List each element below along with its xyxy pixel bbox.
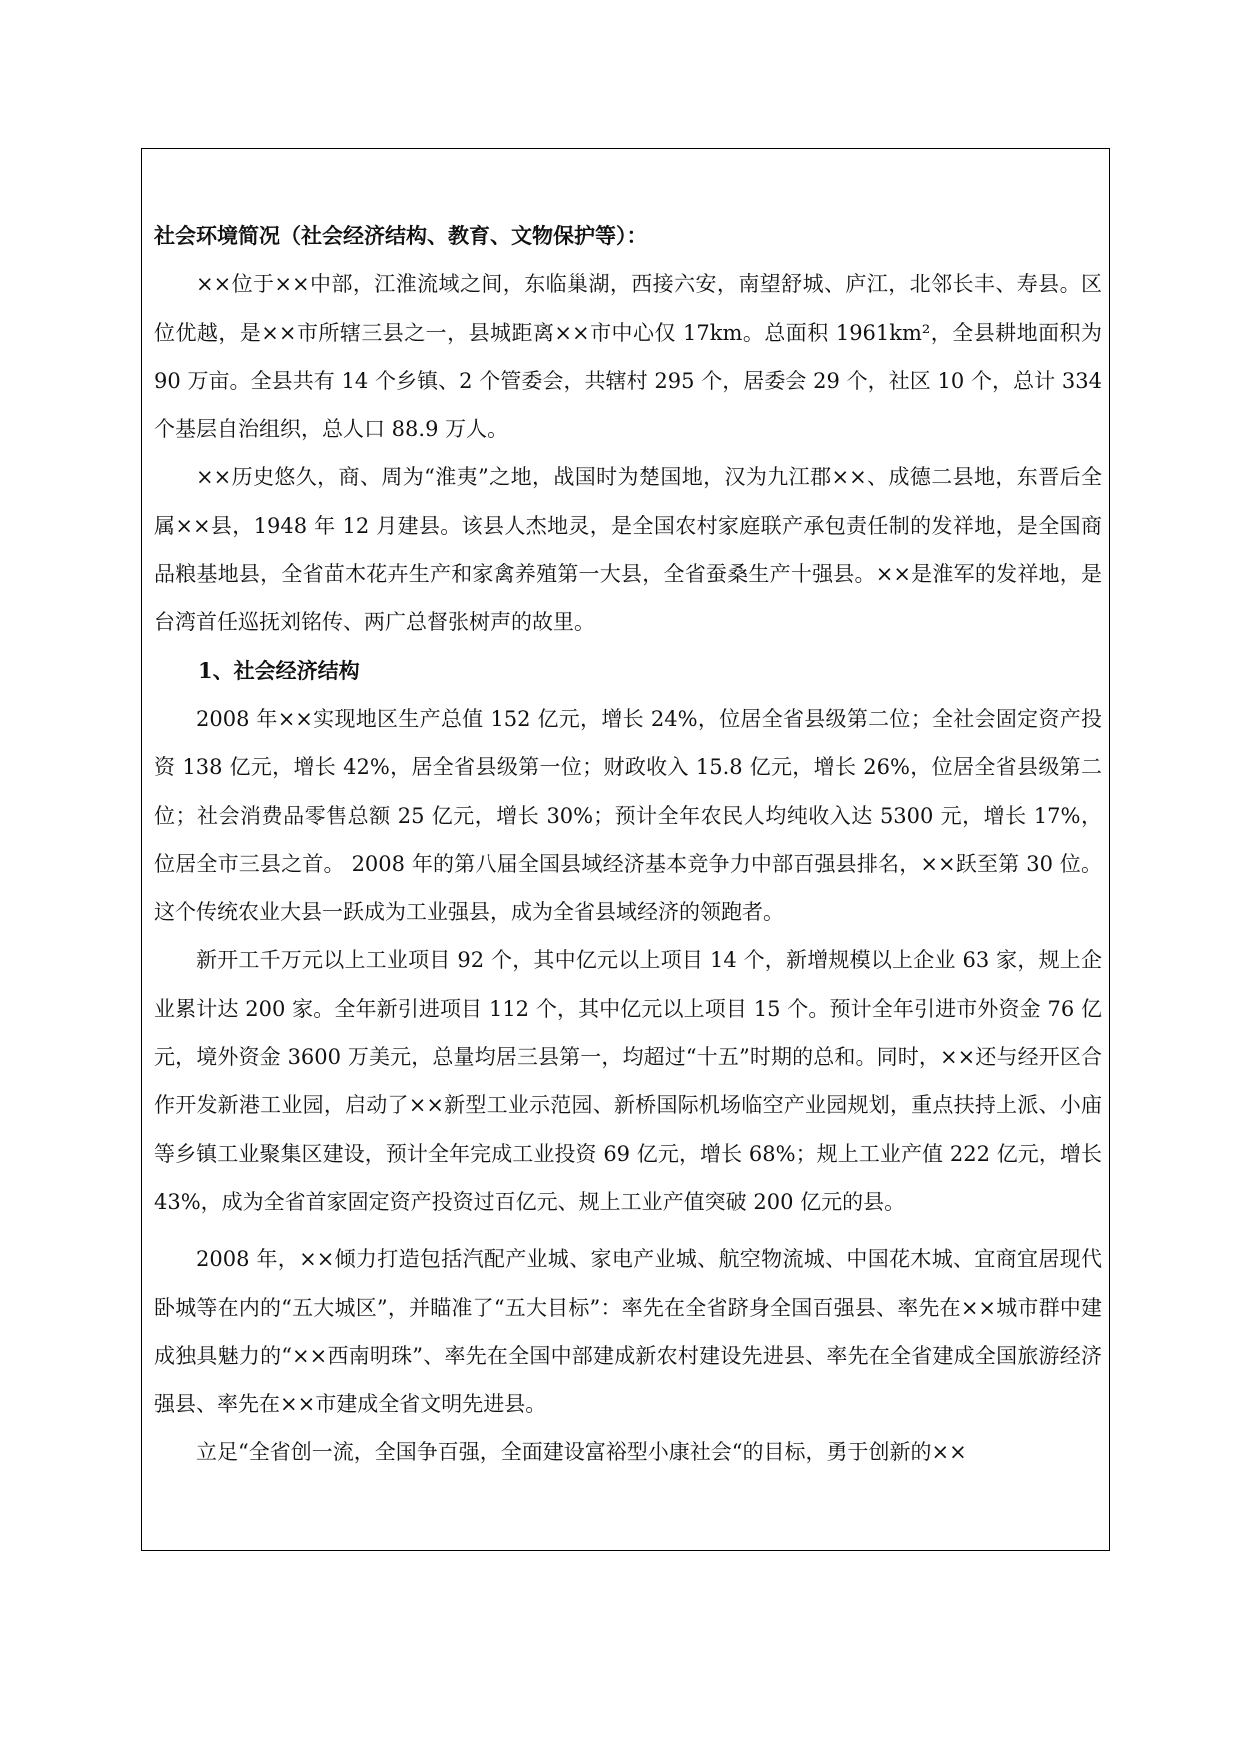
subsection-title: 1、社会经济结构 (198, 657, 360, 683)
paragraph-five-districts: 2008 年，××倾力打造包括汽配产业城、家电产业城、航空物流城、中国花木城、宜商宜居现代卧城等在内的“五大城区”，并瞄准了“五大目标”：率先在全省跻身全国百强县、率先在××城市群中建成独具魅力的“××西南明珠”、率先在全国中部建成新农村建设先进县、率先在全省建成全国旅游经济强县、率先在××市建成全省文明先进县。 (154, 1247, 1102, 1417)
document-body (154, 212, 1102, 1477)
paragraph-economy-2008: 2008 年××实现地区生产总值 152 亿元，增长 24%，位居全省县级第二位；全社会固定资产投资 138 亿元，增长 42%，居全省县级第一位；财政收入 15.8 亿元，增长 26%，位居全省县级第二位；社会消费品零售总额 25 亿元，增长 30%；预计全年农民人均纯收入达 5300 元，增长 17%，位居全市三县之首。 2008 年的第八届全国县域经济基本竞争力中部百强县排名，××跃至第 30 位。这个传统农业大县一跃成为工业强县，成为全省县域经济的领跑者。 (154, 706, 1102, 925)
paragraph-goals: 立足“全省创一流，全国争百强，全面建设富裕型小康社会“的目标，勇于创新的×× (196, 1440, 967, 1465)
paragraph-history: ××历史悠久，商、周为“淮夷”之地，战国时为楚国地，汉为九江郡××、成德二县地，东晋后全属××县，1948 年 12 月建县。该县人杰地灵，是全国农村家庭联产承包责任制的发祥地，是全国商品粮基地县，全省苗木花卉生产和家禽养殖第一大县，全省蚕桑生产十强县。××是淮军的发祥地，是台湾首任巡抚刘铭传、两广总督张树声的故里。 (154, 465, 1102, 635)
paragraph-industry-projects: 新开工千万元以上工业项目 92 个，其中亿元以上项目 14 个，新增规模以上企业 63 家，规上企业累计达 200 家。全年新引进项目 112 个，其中亿元以上项目 15 个。预计全年引进市外资金 76 亿元，境外资金 3600 万美元，总量均居三县第一，均超过“十五”时期的总和。同时，××还与经开区合作开发新港工业园，启动了××新型工业示范园、新桥国际机场临空产业园规划，重点扶持上派、小庙等乡镇工业聚集区建设，预计全年完成工业投资 69 亿元，增长 68%；规上工业产值 222 亿元，增长 43%，成为全省首家固定资产投资过百亿元、规上工业产值突破 200 亿元的县。 (154, 948, 1102, 1214)
section-heading: 社会环境简况（社会经济结构、教育、文物保护等）： (154, 223, 648, 248)
paragraph-location: ××位于××中部，江淮流域之间，东临巢湖，西接六安，南望舒城、庐江，北邻长丰、寿县。区位优越，是××市所辖三县之一，县城距离××市中心仅 17km。总面积 1961km²，全县耕地面积为 90 万亩。全县共有 14 个乡镇、2 个管委会，共辖村 295 个，居委会 29 个，社区 10 个，总计 334 个基层自治组织，总人口 88.9 万人。 (154, 272, 1102, 442)
